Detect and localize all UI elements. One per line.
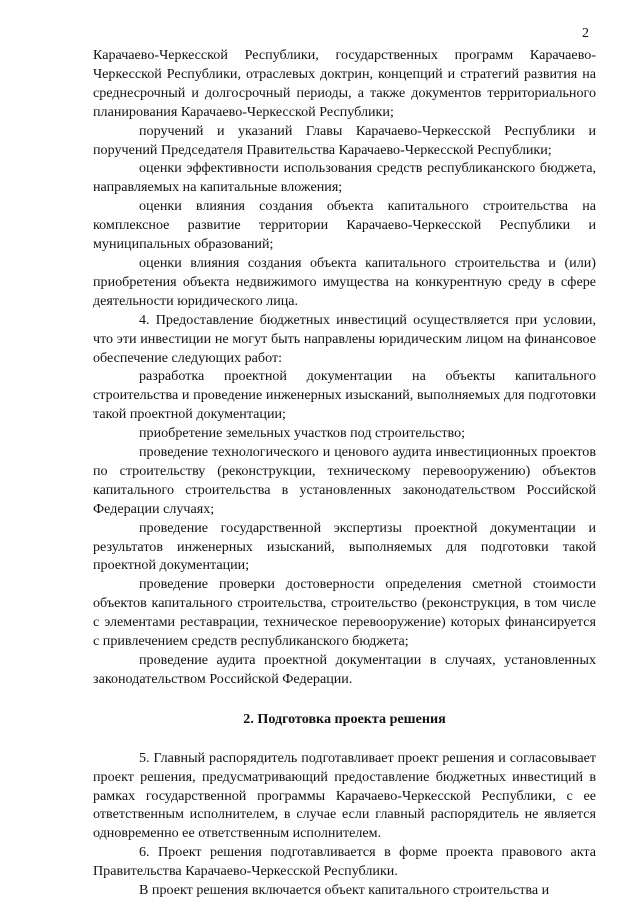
paragraph: проведение государственной экспертизы проектной документации и результатов инженерных изысканий, выполняемых для подготовки такой проектной документации; [93, 519, 596, 574]
paragraph: оценки влияния создания объекта капитального строительства и (или) приобретения объекта недвижимого имущества на конкурентную среду в сфере деятельности юридического лица. [93, 254, 596, 309]
paragraph: оценки влияния создания объекта капитального строительства на комплексное развитие территории Карачаево-Черкесской Республики и муниципальных образований; [93, 198, 596, 253]
paragraph-continuation: Карачаево-Черкесской Республики, государственных программ Карачаево-Черкесской Республики, отраслевых доктрин, концепций и стратегий развития на среднесрочный и долгосрочный периоды, а также документов территориального планирования Карачаево-Черкесской Республики; [93, 47, 596, 120]
paragraph: приобретение земельных участков под строительство; [139, 425, 466, 442]
paragraph: поручений и указаний Главы Карачаево-Черкесской Республики и поручений Председателя Правительства Карачаево-Черкесской Республики; [93, 122, 596, 158]
document-body [93, 46, 596, 900]
section-heading: 2. Подготовка проекта решения [243, 710, 446, 727]
paragraph-clause-4: 4. Предоставление бюджетных инвестиций осуществляется при условии, что эти инвестиции не могут быть направлены юридическим лицом на финансовое обеспечение следующих работ: [93, 311, 596, 366]
paragraph-clause-6: 6. Проект решения подготавливается в форме проекта правового акта Правительства Карачаево-Черкесской Республики. [93, 844, 596, 880]
paragraph: проведение проверки достоверности определения сметной стоимости объектов капитального строительства, строительство (реконструкция, в том числе с элементами реставрации, техническое перевооружение) которых финансируется с привлечением средств республиканского бюджета; [93, 576, 596, 650]
page-number: 2 [582, 26, 589, 41]
paragraph: В проект решения включается объект капитального строительства и [139, 882, 550, 899]
paragraph: разработка проектной документации на объекты капитального строительства и проведение инженерных изысканий, выполняемых для подготовки такой проектной документации; [93, 368, 596, 423]
paragraph: проведение аудита проектной документации в случаях, установленных законодательством Российской Федерации. [93, 652, 596, 687]
paragraph: проведение технологического и ценового аудита инвестиционных проектов по строительству (реконструкции, техническому перевооружению) объектов капитального строительства в установленных законодательством Российской Федерации случаях; [93, 444, 596, 517]
paragraph: оценки эффективности использования средств республиканского бюджета, направляемых на капитальные вложения; [93, 160, 596, 196]
paragraph-clause-5: 5. Главный распорядитель подготавливает проект решения и согласовывает проект решения, предусматривающий предоставление бюджетных инвестиций в рамках государственной программы Карачаево-Черкесской Республики, с ее ответственным исполнителем, в случае если главный распорядитель не является одновременно ее ответственным исполнителем. [93, 749, 596, 842]
